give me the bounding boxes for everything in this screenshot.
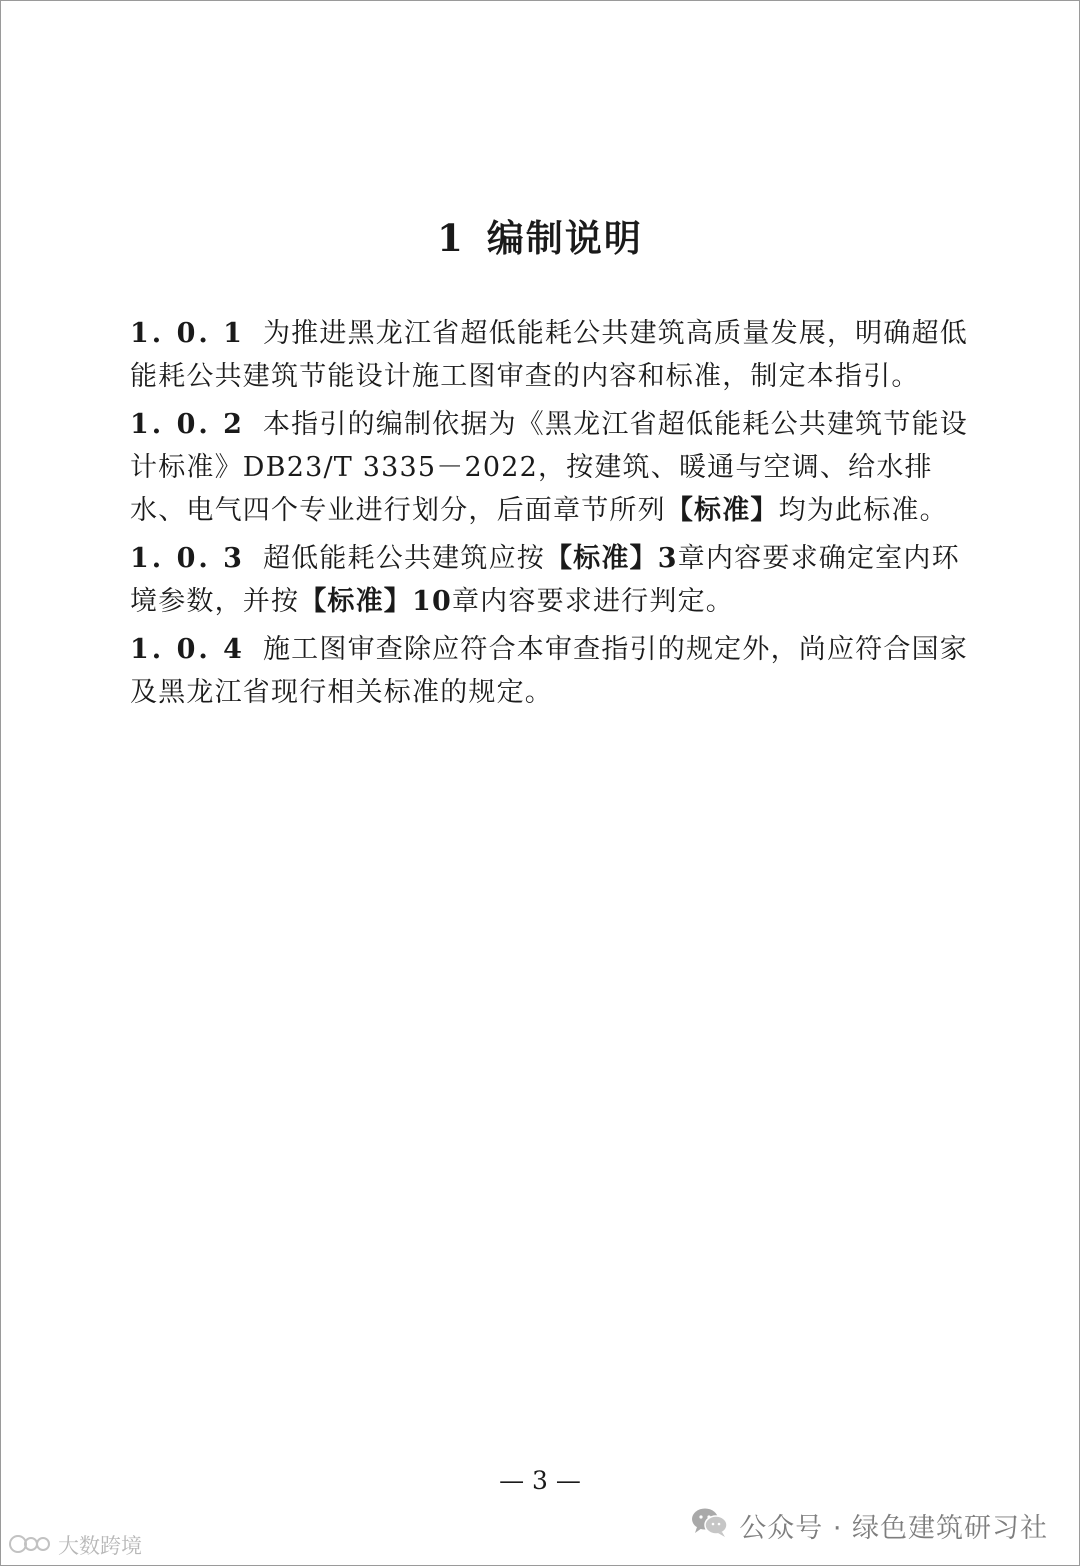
wechat-account-label: 公众号 · 绿色建筑研习社 bbox=[739, 1512, 1048, 1544]
clause-number: 1. 0. 3 bbox=[130, 543, 245, 574]
clause-1-0-3 bbox=[130, 537, 970, 623]
clause-1-0-4 bbox=[130, 628, 970, 714]
page-number: — 3 — bbox=[499, 1466, 581, 1495]
clause-1-0-2 bbox=[130, 403, 970, 532]
body-content bbox=[130, 312, 970, 719]
clause-number: 1. 0. 4 bbox=[130, 634, 245, 665]
title-text: 编制说明 bbox=[486, 216, 643, 260]
clause-number: 1. 0. 2 bbox=[130, 409, 245, 440]
brand-logo-icon bbox=[8, 1531, 52, 1560]
clause-text: 超低能耗公共建筑应按 bbox=[262, 543, 545, 574]
brand-label: 大数跨境 bbox=[58, 1534, 142, 1558]
clause-text: 本指引的编制依据为《黑龙江省超低能耗公共建筑节能设计标准》DB23/T 3335－2022，按建筑、暖通与空调、给水排水、电气四个专业进行划分，后面章节所列 bbox=[130, 409, 968, 526]
standard-reference: 【标准】10 bbox=[299, 586, 452, 617]
clause-1-0-1 bbox=[130, 312, 970, 398]
title-number: 1 bbox=[437, 216, 465, 260]
clause-text: 章内容要求进行判定。 bbox=[451, 586, 734, 617]
clause-text: 均为此标准。 bbox=[778, 495, 948, 526]
clause-text: 施工图审查除应符合本审查指引的规定外，尚应符合国家及黑龙江省现行相关标准的规定。 bbox=[130, 634, 968, 708]
wechat-icon bbox=[691, 1506, 729, 1545]
wechat-watermark bbox=[691, 1505, 1048, 1545]
clause-text: 章内容要求确定室内环境参数，并按 bbox=[130, 543, 960, 617]
standard-reference: 【标准】 bbox=[665, 495, 779, 526]
page-title bbox=[0, 208, 1080, 262]
clause-number: 1. 0. 1 bbox=[130, 318, 245, 349]
clause-text: 为推进黑龙江省超低能耗公共建筑高质量发展，明确超低能耗公共建筑节能设计施工图审查的内容和标准，制定本指引。 bbox=[130, 318, 968, 392]
standard-reference: 【标准】3 bbox=[544, 543, 678, 574]
brand-watermark bbox=[8, 1530, 142, 1560]
